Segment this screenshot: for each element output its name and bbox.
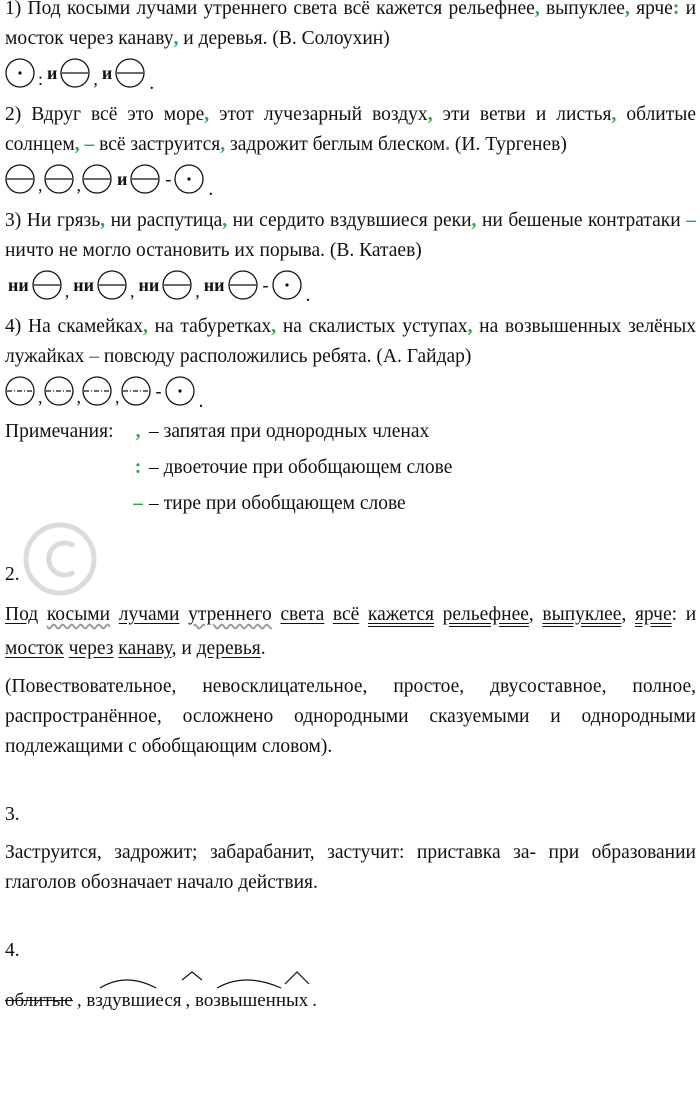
adverbial-circle-icon [121,376,153,406]
homogeneous-member-circle-icon [5,164,37,194]
note-row-dash: – – тире при обобщающем слове [133,493,406,514]
generalizing-word-circle-icon [174,164,206,194]
root-arc-icon [195,970,335,992]
adverbial-circle-icon [44,376,76,406]
example-4-text: 4) На скамейках, на табуретках, на скалистых уступах, на возвышенных зелёных лужайках – повсюду расположились ребята. (А. Гайдар) [5,316,696,367]
example-3-text: 3) Ни грязь, ни распутица, ни сердито вздувшиеся реки, ни бешеные контратаки – ничто не могло остановить их порыва. (В. Катаев) [5,210,696,261]
section-2-analysis: (Повествовательное, невосклицательное, простое, двусоставное, полное, распространённое, осложнено однородными сказуемыми и однородными подлежащими с обобщающим словом). [5,676,696,757]
morpheme-word: вздувшиеся [86,986,181,1016]
notes-block [5,414,696,522]
section-4-number: 4. [5,940,20,961]
homogeneous-member-circle-icon [130,164,162,194]
homogeneous-member-circle-icon [82,164,114,194]
morpheme-word: облитые [5,990,73,1011]
section-2-parsed-sentence: Под косыми лучами утреннего света всё кажется рельефнее, выпуклее, ярче: и мосток через канаву, и деревья. [5,604,697,659]
section-3-number: 3. [5,804,20,825]
example-2-text: 2) Вдруг всё это море, этот лучезарный воздух, эти ветви и листья, облитые солнцем, – всё заструится, задрожит беглым блеском. (И. Тургенев) [5,104,697,155]
adverbial-circle-icon [82,376,114,406]
homogeneous-member-circle-icon [32,270,64,300]
root-arc-icon [86,970,206,992]
note-row-comma: Примечания: , – запятая при однородных членах [5,414,696,450]
section-4-morphemes: облитые , вздувшиеся , возвышенных . [5,968,696,1016]
generalizing-word-circle-icon [5,58,37,88]
homogeneous-subject-circle-icon [115,58,147,88]
example-3-scheme: ни , ни , ни , ни - . [5,268,696,302]
notes-label: Примечания: [5,421,114,442]
example-2-scheme: , , и - . [5,162,696,196]
generalizing-word-circle-icon [272,270,304,300]
generalizing-word-circle-icon [165,376,197,406]
example-4-scheme: , , , - . [5,374,696,408]
homogeneous-subject-circle-icon [60,58,92,88]
homogeneous-member-circle-icon [97,270,129,300]
section-2-number: 2. [5,564,20,585]
section-3-text: Заструится, задрожит; забарабанит, застучит: приставка за- при образовании глаголов обозначает начало действия. [5,842,696,893]
homogeneous-member-circle-icon [44,164,76,194]
homogeneous-member-circle-icon [162,270,194,300]
note-row-colon: : – двоеточие при обобщающем слове [134,457,453,478]
example-1-scheme: : и , и . [5,56,696,90]
morpheme-word: возвышенных [195,986,308,1016]
homogeneous-member-circle-icon [228,270,260,300]
example-1-text: 1) Под косыми лучами утреннего света всё кажется рельефнее, выпуклее, ярче: и мосток через канаву, и деревья. (В. Солоухин) [5,0,697,49]
adverbial-circle-icon [5,376,37,406]
